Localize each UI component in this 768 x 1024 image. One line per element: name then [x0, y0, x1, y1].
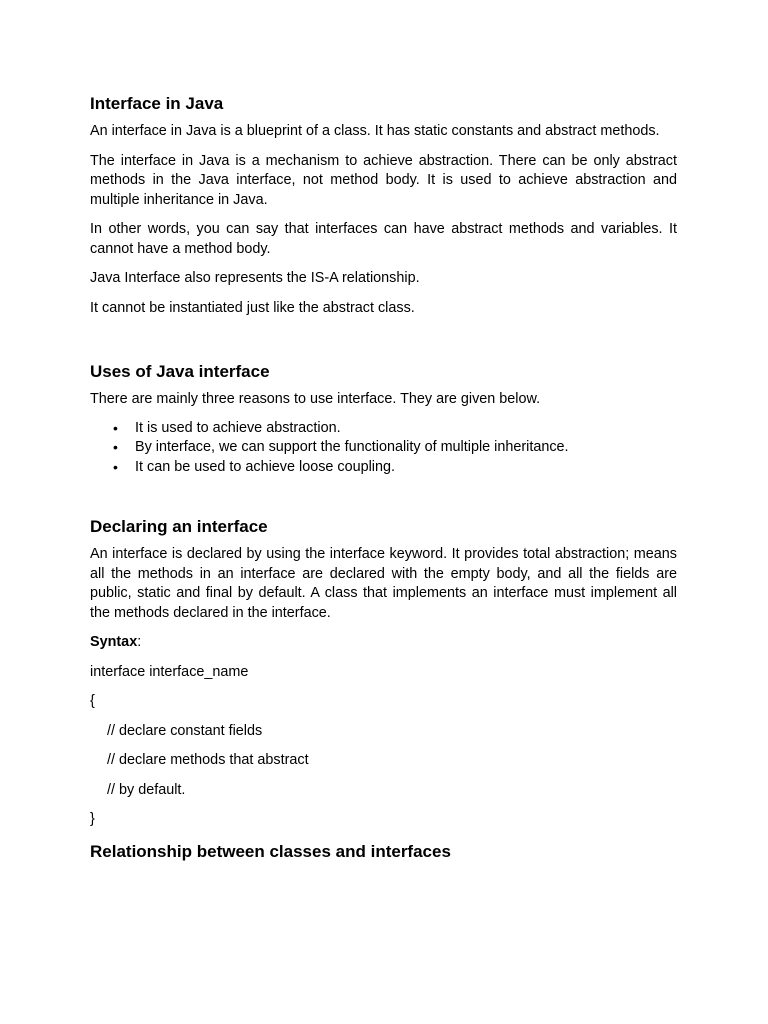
code-line: }	[90, 811, 95, 827]
paragraph: There are mainly three reasons to use interface. They are given below.	[90, 391, 541, 407]
code-line: // declare constant fields	[107, 722, 263, 739]
paragraph: In other words, you can say that interfaces can have abstract methods and variables. It cannot have a method body.	[90, 221, 677, 257]
syntax-label: Syntax	[90, 634, 138, 650]
bullet-icon: •	[113, 439, 118, 455]
bullet-icon: •	[113, 458, 118, 475]
code-line: // declare methods that abstract	[107, 752, 309, 768]
paragraph: An interface is declared by using the interface keyword. It provides total abstraction; means all the methods in an interface are declared with the empty body, and all the fields are public, static and final by default. A class that implements an interface must implement all the methods declared in the interface.	[90, 546, 677, 621]
document-body	[90, 90, 677, 864]
syntax-line	[90, 633, 677, 653]
code-line: interface interface_name	[90, 663, 249, 680]
paragraph: It cannot be instantiated just like the abstract class.	[90, 299, 415, 316]
paragraph: Java Interface also represents the IS-A relationship.	[90, 270, 420, 286]
syntax-colon: :	[137, 634, 142, 650]
list-item	[90, 458, 677, 478]
heading-uses-of-java-interface: Uses of Java interface	[90, 362, 270, 381]
heading-declaring-an-interface: Declaring an interface	[90, 517, 268, 536]
bullet-icon: •	[113, 419, 118, 436]
code-line: // by default.	[107, 781, 186, 798]
list-item-text: By interface, we can support the functionality of multiple inheritance.	[135, 439, 569, 455]
paragraph: An interface in Java is a blueprint of a class. It has static constants and abstract methods.	[90, 123, 660, 139]
paragraph: The interface in Java is a mechanism to achieve abstraction. There can be only abstract methods in the Java interface, not method body. It is used to achieve abstraction and multiple inheritance in Java.	[90, 152, 677, 208]
heading-interface-in-java: Interface in Java	[90, 94, 224, 113]
list-item	[90, 438, 677, 458]
bullet-list	[90, 419, 677, 478]
code-line: {	[90, 693, 95, 709]
list-item-text: It is used to achieve abstraction.	[135, 419, 341, 436]
heading-relationship-classes-interfaces: Relationship between classes and interfaces	[90, 841, 451, 861]
list-item	[90, 419, 677, 439]
list-item-text: It can be used to achieve loose coupling.	[135, 458, 396, 475]
